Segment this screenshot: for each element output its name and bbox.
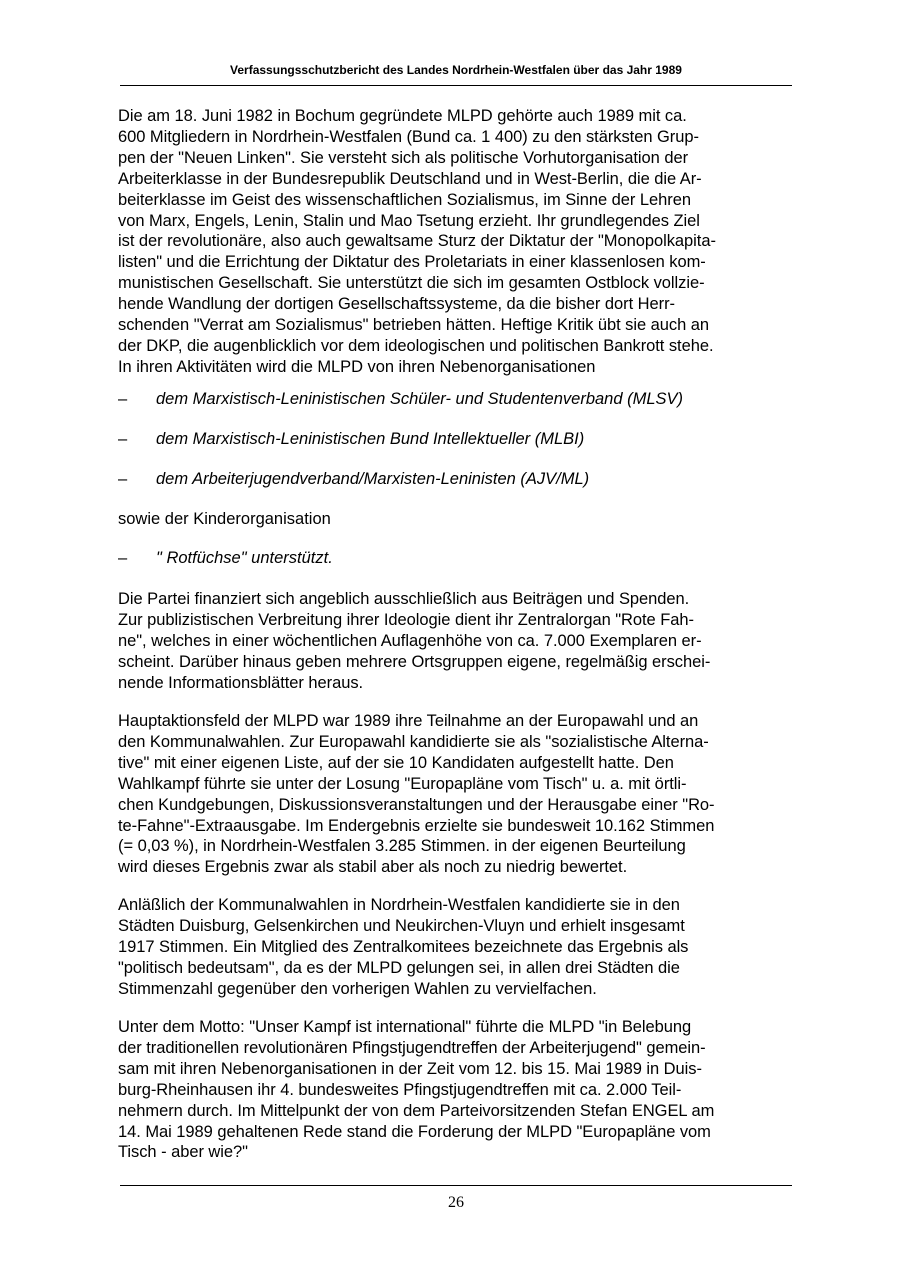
text-line: te-Fahne"-Extraausgabe. Im Endergebnis erzielte sie bundesweit 10.162 Stimmen [118,816,715,835]
text-line: der DKP, die augenblicklich vor dem ideologischen und politischen Bankrott stehe. [118,336,714,355]
text-line: Wahlkampf führte sie unter der Losung "Europapläne vom Tisch" u. a. mit örtli- [118,774,687,793]
footer-rule [120,1185,792,1186]
paragraph-mlpd-intro [118,106,786,378]
paragraph-europawahl [118,711,786,878]
text-line: hende Wandlung der dortigen Gesellschaftssysteme, da die bisher dort Herr- [118,295,675,314]
text-line: von Marx, Engels, Lenin, Stalin und Mao Tsetung erzieht. Ihr grundlegendes Ziel [118,211,700,230]
text-line: 600 Mitgliedern in Nordrhein-Westfalen (Bund ca. 1 400) zu den stärksten Grup- [118,127,699,146]
paragraph-finanzierung [118,589,786,694]
text-line: Stimmenzahl gegenüber den vorherigen Wahlen zu vervielfachen. [118,979,597,998]
paragraph-pfingstjugendtreffen [118,1017,786,1163]
text-line: nende Informationsblätter heraus. [118,673,364,692]
text-line: Unter dem Motto: "Unser Kampf ist international" führte die MLPD "in Belebung [118,1018,692,1036]
text-line: Arbeiterklasse in der Bundesrepublik Deutschland und in West-Berlin, die die Ar- [118,169,702,188]
text-line: scheint. Darüber hinaus geben mehrere Ortsgruppen eigene, regelmäßig erschei- [118,652,711,671]
page-number: 26 [448,1194,464,1211]
text-line: burg-Rheinhausen ihr 4. bundesweites Pfingstjugendtreffen mit ca. 2.000 Teil- [118,1080,682,1099]
list-item-text: dem Arbeiterjugendverband/Marxisten-Leninisten (AJV/ML) [156,470,590,488]
running-header: Verfassungsschutzbericht des Landes Nordrhein-Westfalen über das Jahr 1989 [230,63,682,77]
text-line: In ihren Aktivitäten wird die MLPD von ihren Nebenorganisationen [118,357,596,376]
text-line: Städten Duisburg, Gelsenkirchen und Neukirchen-Vluyn und erhielt insgesamt [118,916,685,935]
text-line: Zur publizistischen Verbreitung ihrer Ideologie dient ihr Zentralorgan "Rote Fah- [118,610,694,629]
text-line: wird dieses Ergebnis zwar als stabil aber als noch zu niedrig bewertet. [118,858,628,877]
dash-bullet: – [118,470,128,488]
dash-bullet: – [118,549,128,567]
list-item-text: dem Marxistisch-Leninistischen Bund Intellektueller (MLBI) [156,430,585,448]
text-line: Die am 18. Juni 1982 in Bochum gegründete MLPD gehörte auch 1989 mit ca. [118,107,687,125]
list-item-text: dem Marxistisch-Leninistischen Schüler- und Studentenverband (MLSV) [156,390,684,408]
text-line: chen Kundgebungen, Diskussionsveranstaltungen und der Herausgabe einer "Ro- [118,795,715,814]
text-line: beiterklasse im Geist des wissenschaftlichen Sozialismus, im Sinne der Lehren [118,190,691,209]
text-line: schenden "Verrat am Sozialismus" betrieben hätten. Heftige Kritik übt sie auch an [118,316,709,335]
header-rule [120,85,792,86]
text-line: Anläßlich der Kommunalwahlen in Nordrhein-Westfalen kandidierte sie in den [118,896,680,914]
text-line: 1917 Stimmen. Ein Mitglied des Zentralkomitees bezeichnete das Ergebnis als [118,937,689,956]
text-line: Die Partei finanziert sich angeblich ausschließlich aus Beiträgen und Spenden. [118,590,690,608]
text-line: ne", welches in einer wöchentlichen Auflagenhöhe von ca. 7.000 Exemplaren er- [118,631,702,650]
text-line: pen der "Neuen Linken". Sie versteht sich als politische Vorhutorganisation der [118,148,689,167]
text-line: sam mit ihren Nebenorganisationen in der Zeit vom 12. bis 15. Mai 1989 in Duis- [118,1059,702,1078]
text-line: munistischen Gesellschaft. Sie unterstützt die sich im gesamten Ostblock vollzie- [118,274,705,293]
text-line: Tisch - aber wie?" [118,1143,248,1162]
text-line: 14. Mai 1989 gehaltenen Rede stand die Forderung der MLPD "Europapläne vom [118,1122,711,1141]
dash-bullet: – [118,390,128,408]
text-line: (= 0,03 %), in Nordrhein-Westfalen 3.285 Stimmen. in der eigenen Beurteilung [118,837,686,856]
text-line: nehmern durch. Im Mittelpunkt der von dem Parteivorsitzenden Stefan ENGEL am [118,1101,715,1120]
kinderorganisation-line: sowie der Kinderorganisation [118,510,331,528]
text-line: listen" und die Errichtung der Diktatur des Proletariats in einer klassenlosen kom- [118,253,706,272]
text-line: den Kommunalwahlen. Zur Europawahl kandidierte sie als "sozialistische Alterna- [118,732,709,751]
list-item-text: " Rotfüchse" unterstützt. [156,549,333,567]
text-line: "politisch bedeutsam", da es der MLPD gelungen sei, in allen drei Städten die [118,958,680,977]
text-line: ist der revolutionäre, also auch gewaltsame Sturz der Diktatur der "Monopolkapita- [118,232,716,251]
text-line: Hauptaktionsfeld der MLPD war 1989 ihre Teilnahme an der Europawahl und an [118,712,699,730]
paragraph-kommunalwahlen [118,895,786,1000]
dash-bullet: – [118,430,128,448]
text-line: tive" mit einer eigenen Liste, auf der sie 10 Kandidaten aufgestellt hatte. Den [118,753,674,772]
text-line: der traditionellen revolutionären Pfingstjugendtreffen der Arbeiterjugend" gemein- [118,1038,706,1057]
